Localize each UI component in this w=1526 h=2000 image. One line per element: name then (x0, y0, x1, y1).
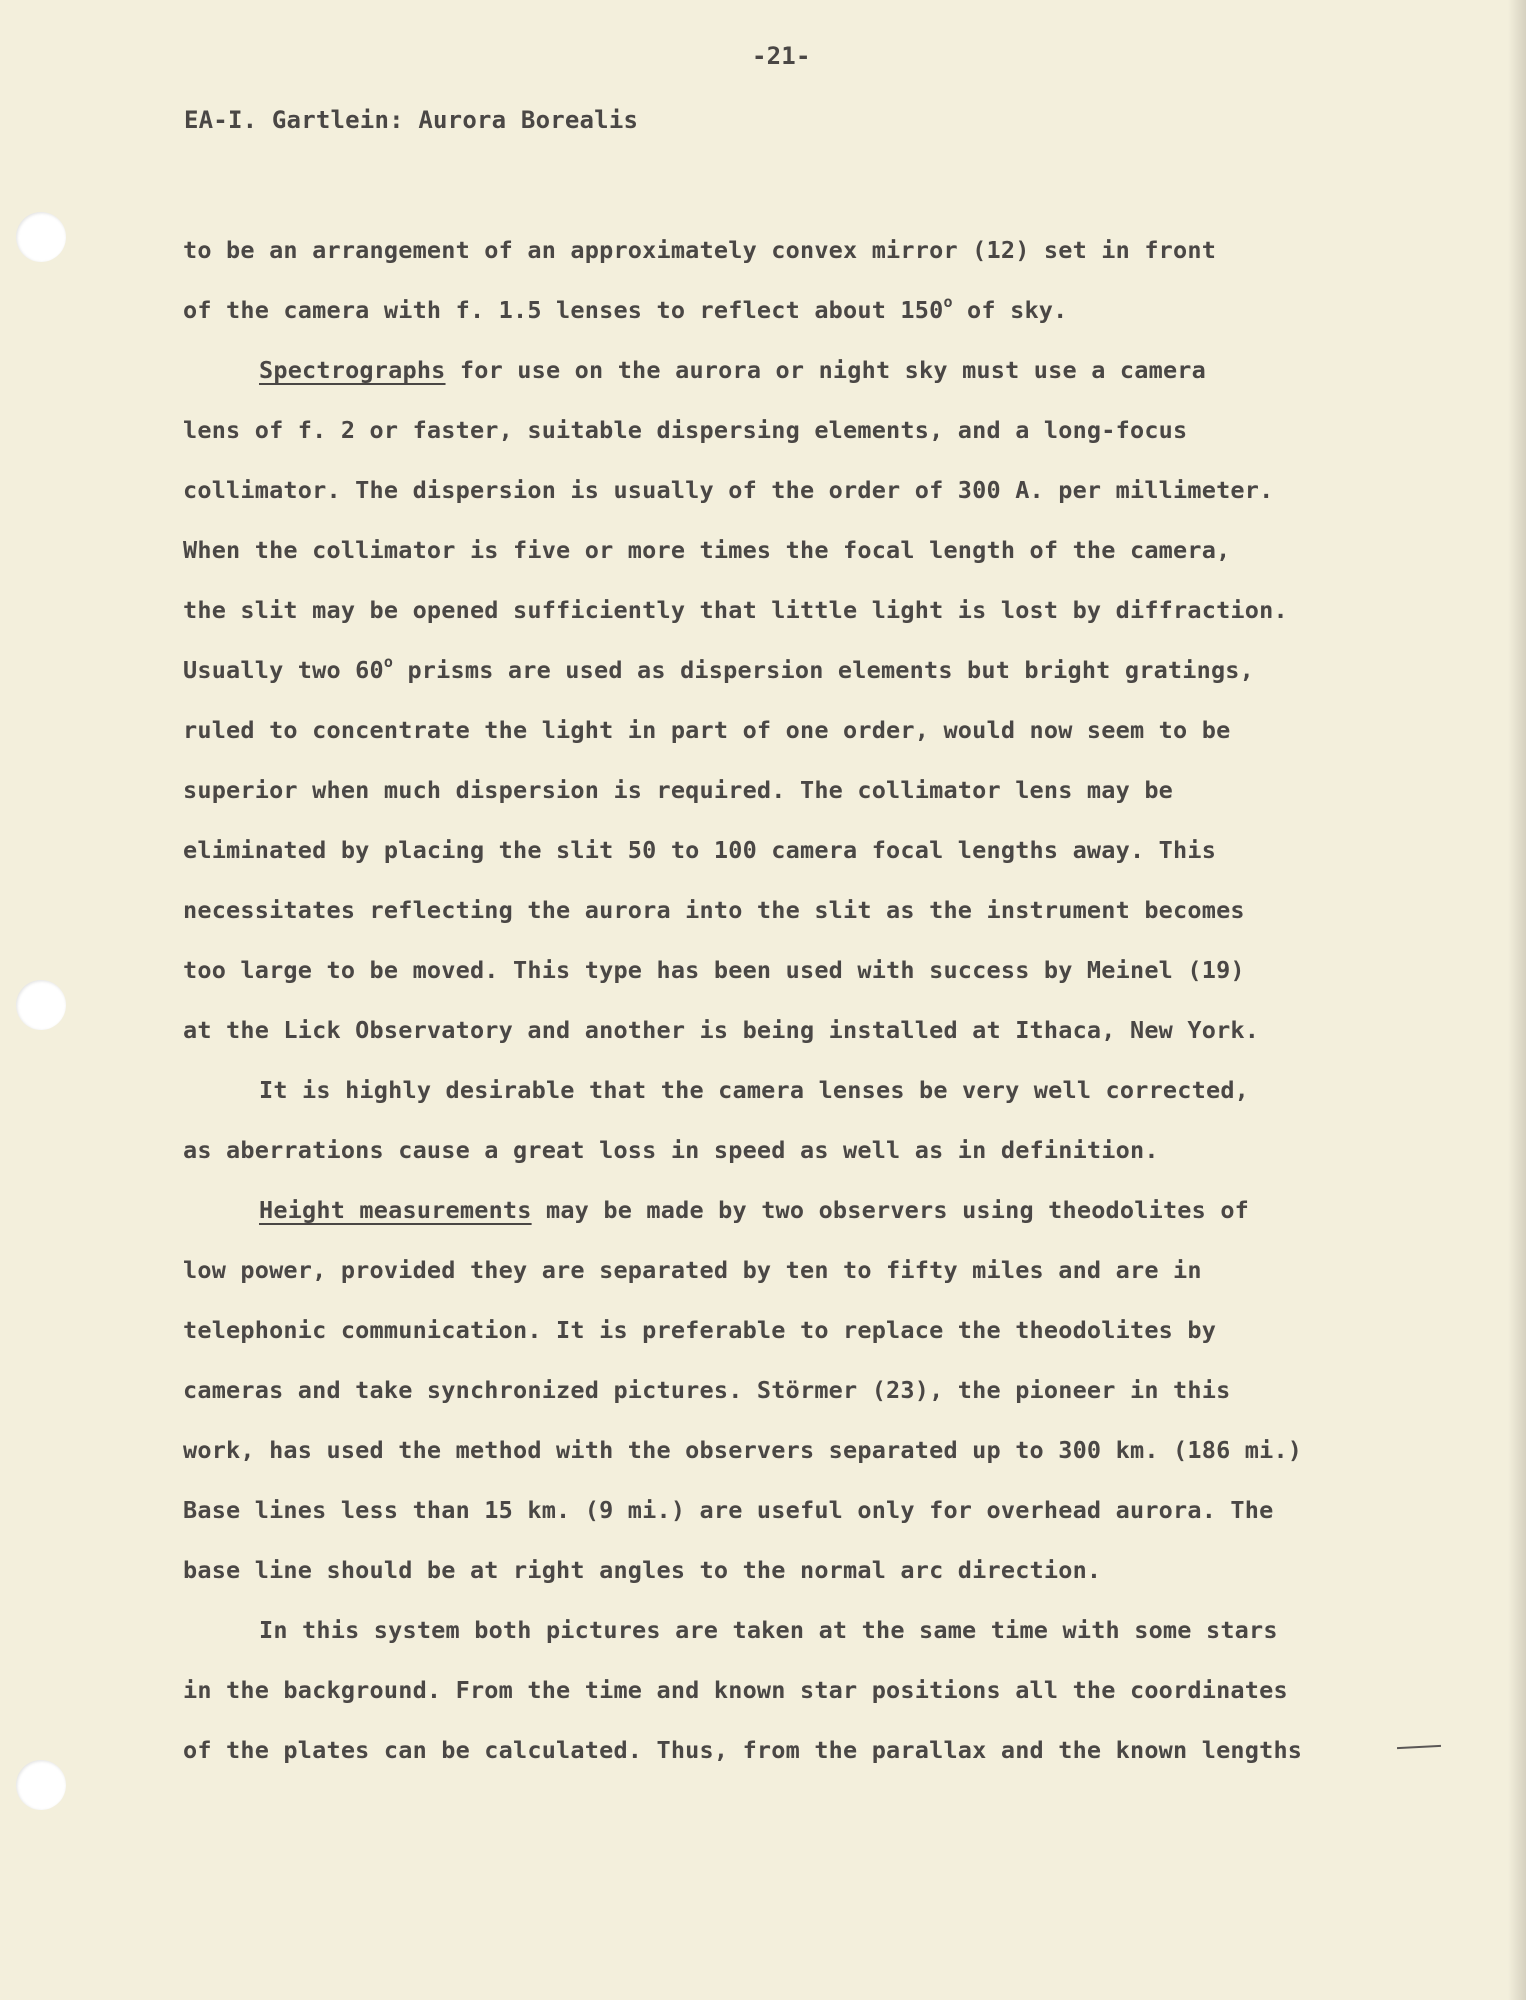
line-text: work, has used the method with the observers separated up to 300 km. (186 mi.) (183, 1436, 1303, 1464)
text-line (183, 400, 1383, 460)
text-line (183, 1540, 1383, 1600)
line-text: ruled to concentrate the light in part of one order, would now seem to be (183, 716, 1231, 744)
section-heading-spectrographs: Spectrographs (259, 356, 446, 384)
punch-hole-bottom (16, 1760, 66, 1810)
text-line (183, 340, 1383, 400)
text-line (183, 1120, 1383, 1180)
text-line (183, 1480, 1383, 1540)
punch-hole-middle (16, 980, 66, 1030)
text-line (183, 820, 1383, 880)
text-line (183, 640, 1383, 700)
line-text: superior when much dispersion is required. The collimator lens may be (183, 776, 1174, 804)
page-number: -21- (752, 42, 811, 70)
text-line (183, 1360, 1383, 1420)
text-line (183, 1000, 1383, 1060)
line-text: telephonic communication. It is preferable to replace the theodolites by (183, 1316, 1217, 1344)
handwritten-margin-dash (1397, 1745, 1441, 1749)
line-text: prisms are used as dispersion elements but bright gratings, (393, 656, 1255, 684)
line-text: low power, provided they are separated by ten to fifty miles and are in (183, 1256, 1202, 1284)
line-text: When the collimator is five or more times the focal length of the camera, (183, 536, 1231, 564)
line-text: to be an arrangement of an approximately convex mirror (12) set in front (183, 236, 1217, 264)
text-line (183, 460, 1383, 520)
line-text: in the background. From the time and known star positions all the coordinates (183, 1676, 1288, 1704)
text-line (183, 700, 1383, 760)
line-text: lens of f. 2 or faster, suitable dispersing elements, and a long-focus (183, 416, 1188, 444)
text-line (183, 580, 1383, 640)
text-line (183, 1600, 1383, 1660)
line-text: In this system both pictures are taken at the same time with some stars (259, 1616, 1278, 1644)
text-line (183, 1240, 1383, 1300)
running-header: EA-I. Gartlein: Aurora Borealis (184, 106, 639, 134)
text-line (183, 520, 1383, 580)
text-line (183, 1300, 1383, 1360)
degree-superscript: o (943, 293, 953, 311)
degree-superscript: o (383, 653, 394, 671)
line-text: It is highly desirable that the camera lenses be very well corrected, (259, 1076, 1250, 1104)
line-text: may be made by two observers using theodolites of (531, 1196, 1250, 1224)
text-line (183, 1720, 1383, 1780)
text-line (183, 1660, 1383, 1720)
text-line (183, 940, 1383, 1000)
text-line (183, 1060, 1383, 1120)
line-text: base line should be at right angles to the normal arc direction. (183, 1556, 1102, 1584)
line-text: for use on the aurora or night sky must use a camera (445, 356, 1206, 384)
line-text: cameras and take synchronized pictures. Störmer (23), the pioneer in this (183, 1376, 1231, 1404)
page-edge-shadow (1508, 0, 1526, 2000)
line-text: the slit may be opened sufficiently that little light is lost by diffraction. (183, 596, 1288, 624)
line-text: as aberrations cause a great loss in speed as well as in definition. (183, 1136, 1159, 1164)
line-text: at the Lick Observatory and another is being installed at Ithaca, New York. (183, 1016, 1260, 1044)
section-heading-height-measurements: Height measurements (259, 1196, 532, 1224)
text-line (183, 880, 1383, 940)
line-text: of the plates can be calculated. Thus, from the parallax and the known lengths (183, 1736, 1303, 1764)
line-text: collimator. The dispersion is usually of the order of 300 A. per millimeter. (183, 476, 1274, 504)
line-text: too large to be moved. This type has been used with success by Meinel (19) (183, 956, 1245, 984)
line-text: of the camera with f. 1.5 lenses to reflect about 150 (183, 296, 944, 324)
text-line (183, 1420, 1383, 1480)
punch-hole-top (16, 212, 66, 262)
text-line (183, 220, 1383, 280)
line-text: necessitates reflecting the aurora into the slit as the instrument becomes (183, 896, 1245, 924)
line-text: Base lines less than 15 km. (9 mi.) are useful only for overhead aurora. The (183, 1496, 1274, 1524)
body-text (183, 220, 1383, 1780)
line-text: Usually two 60 (183, 656, 384, 684)
line-text: eliminated by placing the slit 50 to 100 camera focal lengths away. This (183, 836, 1217, 864)
text-line (183, 760, 1383, 820)
line-text: of sky. (952, 296, 1068, 324)
text-line (183, 280, 1383, 340)
text-line (183, 1180, 1383, 1240)
